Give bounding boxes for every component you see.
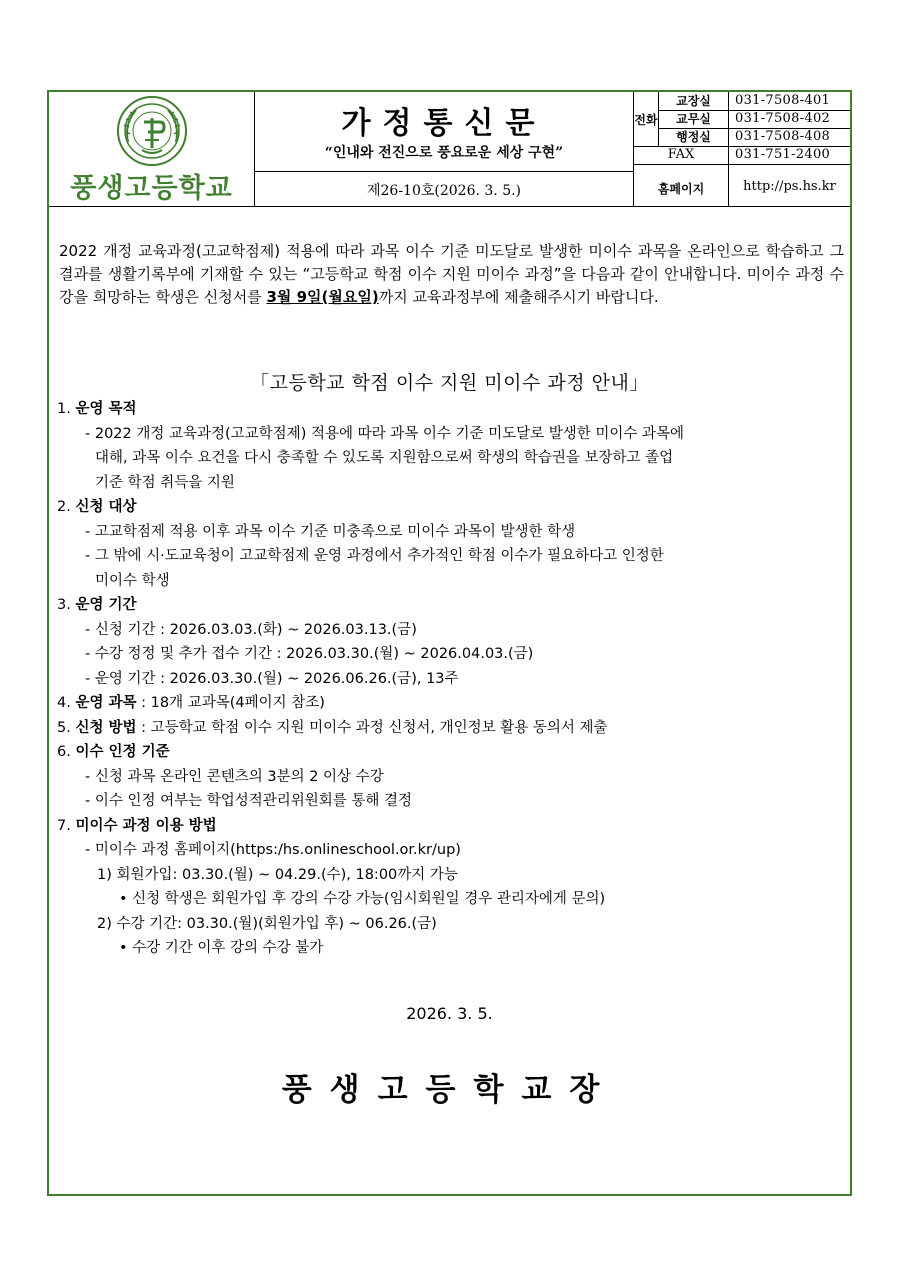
section-number: 2. — [57, 499, 76, 515]
section-line: - 신청 기간 : 2026.03.03.(화) ~ 2026.03.13.(금) — [85, 621, 417, 638]
section-number: 7. — [57, 817, 76, 834]
section-title: 이수 인정 기준 — [75, 744, 170, 760]
section-line: - 신청 과목 온라인 콘텐츠의 3분의 2 이상 수강 — [85, 768, 384, 785]
section-heading — [57, 716, 842, 741]
row-divider — [634, 164, 850, 165]
issue-cell — [254, 172, 634, 206]
section-heading — [57, 495, 842, 520]
document-frame — [47, 90, 852, 1196]
notice-title: 「고등학교 학점 이수 지원 미이수 과정 안내」 — [250, 372, 649, 394]
fax-row — [634, 146, 850, 164]
contact-number: 031-7508-402 — [735, 111, 831, 126]
section-number: 5. — [57, 719, 76, 736]
section-line: 2) 수강 기간: 03.30.(월)(회원가입 후) ~ 06.26.(금) — [97, 915, 437, 932]
fax-number: 031-751-2400 — [735, 147, 831, 162]
section-line: - 그 밖에 시·도교육청이 고교학점제 운영 과정에서 추가적인 학점 이수가 필요하다고 인정한 — [85, 548, 664, 564]
page-title: 가정통신문 — [341, 106, 547, 141]
section-line: - 운영 기간 : 2026.03.30.(월) ~ 2026.06.26.(금), 13주 — [85, 670, 459, 687]
contact-table — [634, 92, 850, 206]
section-title: 신청 방법 — [75, 719, 137, 736]
contact-label: 행정실 — [676, 130, 711, 144]
section-number: 3. — [57, 597, 76, 613]
intro-paragraph — [59, 240, 844, 309]
section-line: - 고교학점제 적용 이후 과목 이수 기준 미충족으로 미이수 과목이 발생한 학생 — [85, 523, 576, 540]
deadline: 3월 9일(월요일) — [266, 288, 379, 306]
section-line: 1) 회원가입: 03.30.(월) ~ 04.29.(수), 18:00까지 가능 — [97, 866, 458, 883]
notice-content — [57, 397, 842, 961]
section-text: : 고등학교 학점 이수 지원 미이수 과정 신청서, 개인정보 활용 동의서 제출 — [136, 719, 608, 736]
section-title: 운영 목적 — [75, 401, 137, 417]
contact-row — [634, 128, 850, 146]
bullet-item: • 신청 학생은 회원가입 후 강의 수강 가능(임시회원일 경우 관리자에게 문의) — [119, 891, 606, 907]
section-line: - 수강 정정 및 추가 접수 기간 : 2026.03.30.(월) ~ 2026.04.03.(금) — [85, 646, 534, 662]
title-cell — [254, 92, 634, 172]
school-name: 풍생고등학교 — [70, 173, 233, 204]
principal-signature: 풍생고등학교장 — [281, 1072, 618, 1108]
section-line: 미이수 학생 — [95, 572, 170, 589]
section-title: 미이수 과정 이용 방법 — [75, 817, 217, 834]
section-title: 운영 기간 — [75, 597, 137, 613]
section-line: 기준 학점 취득을 지원 — [95, 474, 235, 491]
section-number: 1. — [57, 401, 76, 417]
section-line: - 미이수 과정 홈페이지(https:/hs.onlineschool.or.kr/up) — [85, 842, 461, 858]
homepage-label: 홈페이지 — [657, 182, 705, 196]
contact-number: 031-7508-401 — [735, 93, 831, 108]
fax-label: FAX — [667, 147, 695, 162]
section-number: 6. — [57, 744, 76, 760]
phone-label: 전화 — [634, 92, 659, 146]
section-heading — [57, 691, 842, 716]
letterhead — [49, 92, 850, 207]
contact-label: 교무실 — [676, 112, 711, 126]
section-heading — [57, 593, 842, 618]
contact-row — [634, 92, 850, 110]
section-heading — [57, 740, 842, 765]
issue-number: 제26-10호(2026. 3. 5.) — [366, 183, 522, 199]
logo-cell — [49, 92, 255, 206]
section-text: : 18개 교과목(4페이지 참조) — [136, 695, 325, 711]
section-heading — [57, 814, 842, 839]
contact-row — [634, 110, 850, 128]
contact-label: 교장실 — [676, 94, 711, 108]
school-emblem-icon — [114, 94, 190, 168]
school-slogan: “인내와 전진으로 풍요로운 세상 구현” — [324, 145, 564, 161]
section-number: 4. — [57, 695, 76, 711]
contact-number: 031-7508-408 — [735, 129, 831, 144]
intro-text-end: 까지 교육과정부에 제출해주시기 바랍니다. — [378, 288, 659, 306]
section-title: 운영 과목 — [75, 695, 137, 711]
section-title: 신청 대상 — [75, 499, 137, 515]
bullet-item: • 수강 기간 이후 강의 수강 불가 — [119, 940, 324, 956]
section-line: 대해, 과목 이수 요건을 다시 충족할 수 있도록 지원함으로써 학생의 학습권을 보장하고 졸업 — [95, 450, 674, 466]
section-heading — [57, 397, 842, 422]
section-line: - 2022 개정 교육과정(고교학점제) 적용에 따라 과목 이수 기준 미도달로 발생한 미이수 과목에 — [85, 425, 684, 442]
homepage-link[interactable]: http://ps.hs.kr — [743, 179, 836, 194]
section-line: - 이수 인정 여부는 학업성적관리위원회를 통해 결정 — [85, 793, 413, 809]
intro-text: 2022 개정 교육과정(고교학점제) 적용에 따라 과목 이수 기준 미도달로 발생한 미이수 과목을 온라인으로 학습하고 그 결과를 생활기록부에 기재할 수 있는 “고등학교 학점 이수 지원 미이수 과정”을 다음과 같이 안내합니다. 미이수 과정 수강을 희망하는 학생은 신청서를 — [59, 242, 844, 306]
issue-date: 2026. 3. 5. — [406, 1004, 493, 1023]
